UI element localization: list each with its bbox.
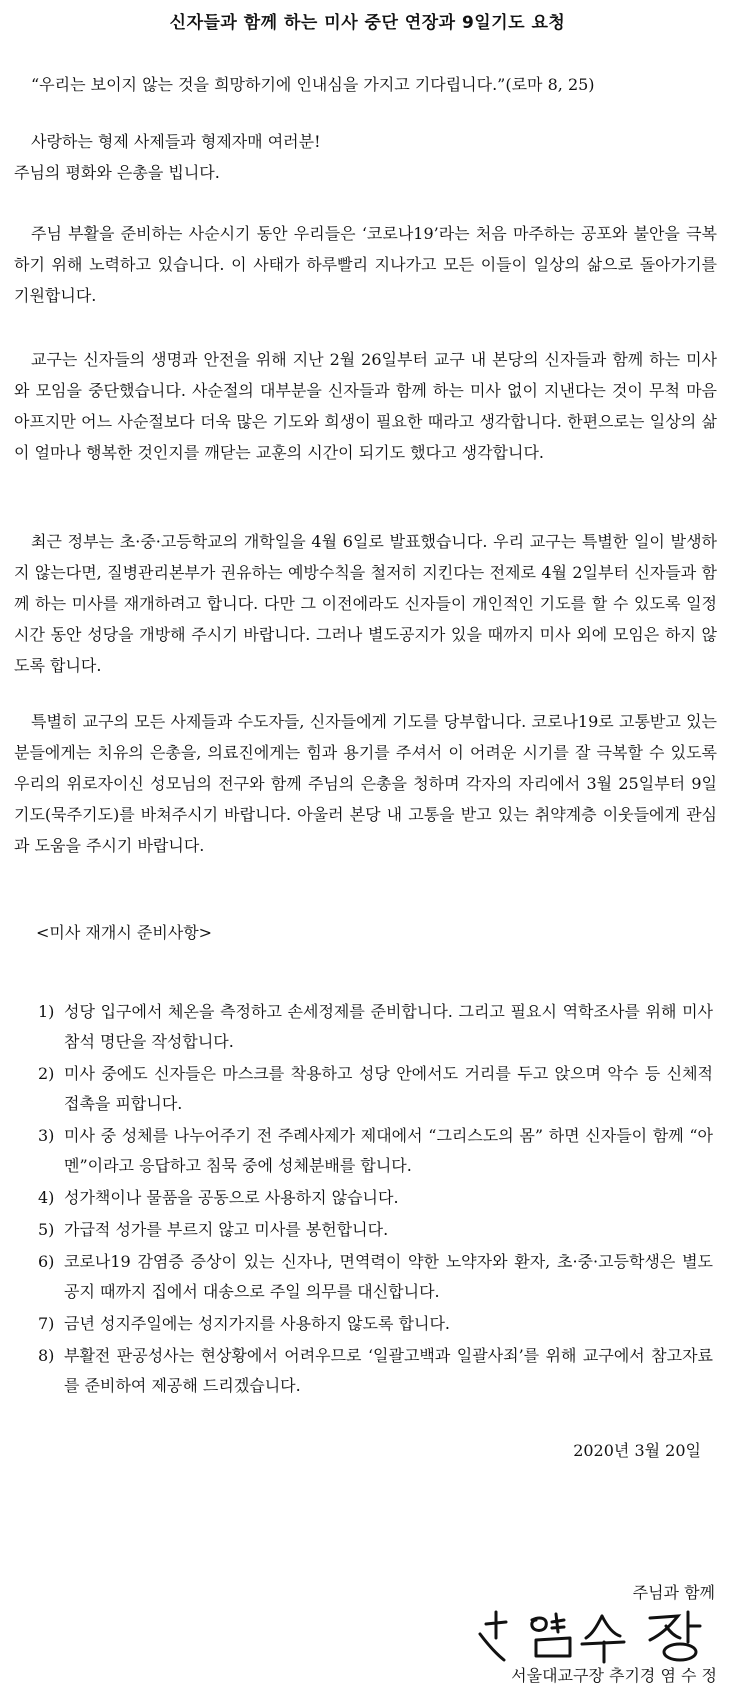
body-paragraph: 주님 부활을 준비하는 사순시기 동안 우리들은 ‘코로나19’라는 처음 마주하는 공포와 불안을 극복하기 위해 노력하고 있습니다. 이 사태가 하루빨리 지나가고 모든 이들이 일상의 삶으로 돌아가기를 기원합니다. <box>14 224 717 305</box>
list-item-text: 성가책이나 물품을 공동으로 사용하지 않습니다. <box>64 1188 399 1207</box>
list-item-text: 부활전 판공성사는 현상황에서 어려우므로 ‘일괄고백과 일괄사죄’를 위해 교구에서 참고자료를 준비하여 제공해 드리겠습니다. <box>64 1346 713 1395</box>
signer-name: 서울대교구장 추기경 염 수 정 <box>511 1666 717 1685</box>
list-item-number: 2) <box>38 1064 55 1083</box>
list-item <box>14 1121 717 1181</box>
list-item-text: 미사 중 성체를 나누어주기 전 주례사제가 제대에서 “그리스도의 몸” 하면 신자들이 함께 “아멘”이라고 응답하고 침묵 중에 성체분배를 합니다. <box>64 1126 713 1175</box>
list-item-text: 금년 성지주일에는 성지가지를 사용하지 않도록 합니다. <box>64 1314 451 1333</box>
document-title: 신자들과 함께 하는 미사 중단 연장과 9일기도 요청 <box>169 13 566 33</box>
greeting-line: 사랑하는 형제 사제들과 형제자매 여러분! <box>31 132 321 151</box>
greeting-line: 주님의 평화와 은총을 빕니다. <box>14 163 220 182</box>
list-item-number: 7) <box>38 1314 55 1333</box>
list-item-text: 미사 중에도 신자들은 마스크를 착용하고 성당 안에서도 거리를 두고 앉으며 악수 등 신체적 접촉을 피합니다. <box>64 1064 713 1113</box>
list-item <box>14 1247 717 1307</box>
list-item-text: 코로나19 감염증 증상이 있는 신자나, 면역력이 약한 노약자와 환자, 초·중·고등학생은 별도 공지 때까지 집에서 대송으로 주일 의무를 대신합니다. <box>64 1252 713 1301</box>
preparation-heading: <미사 재개시 준비사항> <box>36 923 213 942</box>
body-paragraph: 교구는 신자들의 생명과 안전을 위해 지난 2월 26일부터 교구 내 본당의 신자들과 함께 하는 미사와 모임을 중단했습니다. 사순절의 대부분을 신자들과 함께 하는 미사 없이 지낸다는 것이 무척 마음 아프지만 어느 사순절보다 더욱 많은 기도와 희생이 필요한 때라고 생각합니다. 한편으로는 일상의 삶이 얼마나 행복한 것인지를 깨닫는 교훈의 시간이 되기도 했다고 생각합니다. <box>14 350 717 462</box>
list-item <box>14 1309 717 1339</box>
body-paragraph: 최근 정부는 초·중·고등학교의 개학일을 4월 6일로 발표했습니다. 우리 교구는 특별한 일이 발생하지 않는다면, 질병관리본부가 권유하는 예방수칙을 철저히 지킨다는 전제로 4월 2일부터 신자들과 함께 하는 미사를 재개하려고 합니다. 다만 그 이전에라도 신자들이 개인적인 기도를 할 수 있도록 일정 시간 동안 성당을 개방해 주시기 바랍니다. 그러나 별도공지가 있을 때까지 미사 외에 모임은 하지 않도록 합니다. <box>14 532 717 675</box>
list-item <box>14 1059 717 1119</box>
list-item-number: 1) <box>38 1002 55 1021</box>
list-item-number: 4) <box>38 1188 55 1207</box>
list-item <box>14 1215 717 1245</box>
scripture-quote: “우리는 보이지 않는 것을 희망하기에 인내심을 가지고 기다립니다.”(로마 8, 25) <box>31 75 595 94</box>
list-item-number: 6) <box>38 1252 55 1271</box>
greeting <box>14 126 717 188</box>
list-item-text: 가급적 성가를 부르지 않고 미사를 봉헌합니다. <box>64 1220 389 1239</box>
closing-phrase: 주님과 함께 <box>632 1583 715 1602</box>
list-item <box>14 1341 717 1401</box>
body-paragraph: 특별히 교구의 모든 사제들과 수도자들, 신자들에게 기도를 당부합니다. 코로나19로 고통받고 있는 분들에게는 치유의 은총을, 의료진에게는 힘과 용기를 주셔서 이 어려운 시기를 잘 극복할 수 있도록 우리의 위로자이신 성모님의 전구와 함께 주님의 은총을 청하며 각자의 자리에서 3월 25일부터 9일기도(묵주기도)를 바쳐주시기 바랍니다. 아울러 본당 내 고통을 받고 있는 취약계층 이웃들에게 관심과 도움을 주시기 바랍니다. <box>14 712 717 855</box>
list-item <box>14 997 717 1057</box>
list-item-number: 5) <box>38 1220 55 1239</box>
preparation-list <box>14 997 717 1403</box>
list-item-text: 성당 입구에서 체온을 측정하고 손세정제를 준비합니다. 그리고 필요시 역학조사를 위해 미사참석 명단을 작성합니다. <box>64 1002 713 1051</box>
list-item-number: 8) <box>38 1346 55 1365</box>
handwritten-signature <box>474 1608 714 1664</box>
list-item <box>14 1183 717 1213</box>
list-item-number: 3) <box>38 1126 55 1145</box>
document-date: 2020년 3월 20일 <box>573 1441 701 1460</box>
